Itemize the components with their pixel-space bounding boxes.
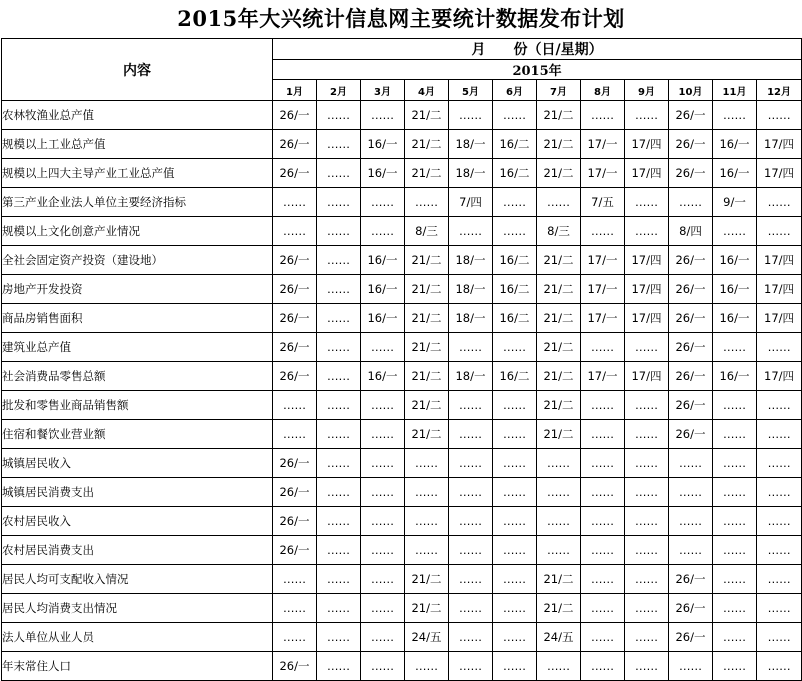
release-date-cell: ……: [713, 333, 757, 362]
release-date-cell: ……: [625, 391, 669, 420]
release-date-cell: ……: [625, 333, 669, 362]
release-date-cell: ……: [757, 188, 802, 217]
release-date-cell: ……: [713, 652, 757, 681]
month-header-12: 12月: [757, 80, 802, 101]
release-date-cell: ……: [449, 565, 493, 594]
release-date-cell: ……: [537, 188, 581, 217]
release-date-cell: 17/四: [757, 362, 802, 391]
release-date-cell: 16/一: [361, 275, 405, 304]
release-date-cell: ……: [317, 246, 361, 275]
release-date-cell: ……: [317, 536, 361, 565]
release-date-cell: ……: [493, 391, 537, 420]
release-date-cell: ……: [713, 217, 757, 246]
release-date-cell: 21/二: [537, 159, 581, 188]
release-date-cell: ……: [713, 101, 757, 130]
release-date-cell: 26/一: [669, 275, 713, 304]
release-date-cell: 16/一: [713, 159, 757, 188]
release-date-cell: 16/一: [361, 304, 405, 333]
release-date-cell: ……: [273, 217, 317, 246]
release-date-cell: ……: [757, 594, 802, 623]
table-row: [2, 536, 802, 565]
release-date-cell: 26/一: [273, 449, 317, 478]
release-date-cell: 17/一: [581, 130, 625, 159]
release-date-cell: 21/二: [405, 391, 449, 420]
release-date-cell: ……: [493, 478, 537, 507]
release-date-cell: 8/四: [669, 217, 713, 246]
release-date-cell: 26/一: [669, 246, 713, 275]
release-date-cell: 16/二: [493, 304, 537, 333]
release-date-cell: 21/二: [537, 130, 581, 159]
release-date-cell: ……: [361, 594, 405, 623]
release-date-cell: 26/一: [273, 130, 317, 159]
row-label: 居民人均消费支出情况: [2, 594, 273, 623]
release-date-cell: ……: [361, 391, 405, 420]
row-label: 住宿和餐饮业营业额: [2, 420, 273, 449]
release-date-cell: 17/四: [625, 275, 669, 304]
release-date-cell: ……: [537, 449, 581, 478]
release-date-cell: ……: [405, 478, 449, 507]
release-date-cell: ……: [361, 420, 405, 449]
release-date-cell: 26/一: [273, 507, 317, 536]
release-date-cell: 17/一: [581, 246, 625, 275]
release-date-cell: 26/一: [273, 275, 317, 304]
release-date-cell: ……: [493, 188, 537, 217]
release-date-cell: 18/一: [449, 362, 493, 391]
row-label: 农林牧渔业总产值: [2, 101, 273, 130]
release-date-cell: ……: [625, 478, 669, 507]
release-date-cell: ……: [757, 333, 802, 362]
release-date-cell: 9/一: [713, 188, 757, 217]
release-date-cell: ……: [317, 130, 361, 159]
release-date-cell: ……: [625, 623, 669, 652]
table-row: [2, 333, 802, 362]
release-date-cell: ……: [757, 391, 802, 420]
month-header-4: 4月: [405, 80, 449, 101]
release-date-cell: ……: [581, 449, 625, 478]
release-date-cell: 18/一: [449, 246, 493, 275]
release-date-cell: ……: [361, 507, 405, 536]
release-date-cell: 21/二: [405, 420, 449, 449]
release-date-cell: ……: [669, 478, 713, 507]
release-date-cell: ……: [449, 478, 493, 507]
month-header-1: 1月: [273, 80, 317, 101]
release-date-cell: ……: [713, 507, 757, 536]
release-date-cell: 18/一: [449, 275, 493, 304]
release-date-cell: 21/二: [537, 246, 581, 275]
release-date-cell: ……: [757, 101, 802, 130]
release-date-cell: ……: [361, 449, 405, 478]
release-date-cell: 21/二: [537, 362, 581, 391]
release-date-cell: 26/一: [669, 304, 713, 333]
release-date-cell: ……: [493, 420, 537, 449]
release-date-cell: ……: [669, 652, 713, 681]
row-label: 规模以上工业总产值: [2, 130, 273, 159]
release-date-cell: 16/一: [361, 159, 405, 188]
release-date-cell: ……: [449, 391, 493, 420]
release-date-cell: ……: [537, 652, 581, 681]
release-date-cell: ……: [361, 652, 405, 681]
release-date-cell: ……: [713, 594, 757, 623]
release-date-cell: ……: [317, 652, 361, 681]
release-date-cell: 16/一: [713, 275, 757, 304]
month-header-2: 2月: [317, 80, 361, 101]
release-date-cell: ……: [449, 652, 493, 681]
release-date-cell: 21/二: [537, 420, 581, 449]
release-date-cell: ……: [537, 536, 581, 565]
table-row: [2, 130, 802, 159]
year-header: 2015年: [273, 60, 802, 80]
release-date-cell: 16/二: [493, 275, 537, 304]
release-date-cell: ……: [757, 217, 802, 246]
release-date-cell: ……: [581, 623, 625, 652]
month-header-8: 8月: [581, 80, 625, 101]
release-date-cell: 16/一: [361, 130, 405, 159]
table-row: [2, 478, 802, 507]
release-date-cell: ……: [317, 594, 361, 623]
release-date-cell: ……: [757, 420, 802, 449]
row-label: 规模以上四大主导产业工业总产值: [2, 159, 273, 188]
release-date-cell: ……: [493, 594, 537, 623]
release-date-cell: 21/二: [537, 391, 581, 420]
release-date-cell: 21/二: [405, 333, 449, 362]
row-label: 农村居民消费支出: [2, 536, 273, 565]
release-date-cell: 16/一: [361, 246, 405, 275]
release-date-cell: ……: [757, 652, 802, 681]
release-date-cell: ……: [317, 275, 361, 304]
release-date-cell: ……: [757, 536, 802, 565]
release-date-cell: 26/一: [669, 159, 713, 188]
release-date-cell: 21/二: [537, 333, 581, 362]
page-title: 2015年大兴统计信息网主要统计数据发布计划: [177, 6, 625, 31]
row-label: 房地产开发投资: [2, 275, 273, 304]
release-date-cell: ……: [405, 507, 449, 536]
release-date-cell: ……: [537, 478, 581, 507]
release-date-cell: 26/一: [273, 333, 317, 362]
release-date-cell: ……: [757, 565, 802, 594]
release-date-cell: ……: [581, 101, 625, 130]
release-date-cell: 26/一: [273, 304, 317, 333]
release-date-cell: 16/一: [713, 362, 757, 391]
release-date-cell: 26/一: [273, 246, 317, 275]
release-date-cell: 26/一: [669, 420, 713, 449]
release-date-cell: ……: [493, 101, 537, 130]
release-date-cell: 8/三: [537, 217, 581, 246]
release-date-cell: ……: [317, 159, 361, 188]
table-row: [2, 246, 802, 275]
release-date-cell: ……: [493, 217, 537, 246]
table-row: [2, 420, 802, 449]
release-date-cell: ……: [317, 507, 361, 536]
release-date-cell: ……: [625, 594, 669, 623]
release-date-cell: 26/一: [273, 159, 317, 188]
release-date-cell: 16/二: [493, 246, 537, 275]
release-date-cell: ……: [449, 333, 493, 362]
release-date-cell: 26/一: [669, 130, 713, 159]
release-date-cell: 21/二: [405, 159, 449, 188]
release-date-cell: 26/一: [669, 101, 713, 130]
table-row: [2, 188, 802, 217]
table-row: [2, 449, 802, 478]
month-header-11: 11月: [713, 80, 757, 101]
release-date-cell: 18/一: [449, 159, 493, 188]
table-row: [2, 594, 802, 623]
release-date-cell: ……: [449, 623, 493, 652]
month-header-5: 5月: [449, 80, 493, 101]
release-date-cell: ……: [449, 594, 493, 623]
release-date-cell: ……: [405, 188, 449, 217]
release-date-cell: 17/四: [757, 246, 802, 275]
release-date-cell: 17/四: [757, 130, 802, 159]
row-label: 社会消费品零售总额: [2, 362, 273, 391]
release-date-cell: ……: [757, 478, 802, 507]
release-date-cell: ……: [273, 420, 317, 449]
release-date-cell: 21/二: [405, 275, 449, 304]
release-date-cell: ……: [713, 565, 757, 594]
release-date-cell: ……: [361, 217, 405, 246]
release-date-cell: 21/二: [405, 101, 449, 130]
release-date-cell: 26/一: [669, 623, 713, 652]
release-date-cell: ……: [361, 623, 405, 652]
release-date-cell: 18/一: [449, 130, 493, 159]
release-date-cell: ……: [317, 333, 361, 362]
row-label: 年末常住人口: [2, 652, 273, 681]
release-date-cell: 16/一: [713, 246, 757, 275]
release-date-cell: ……: [449, 449, 493, 478]
month-header-9: 9月: [625, 80, 669, 101]
release-date-cell: 17/四: [625, 159, 669, 188]
release-date-cell: ……: [317, 217, 361, 246]
release-date-cell: ……: [669, 449, 713, 478]
release-date-cell: ……: [493, 652, 537, 681]
release-date-cell: ……: [625, 188, 669, 217]
release-date-cell: 16/一: [361, 362, 405, 391]
release-date-cell: 24/五: [537, 623, 581, 652]
release-date-cell: 26/一: [273, 652, 317, 681]
release-date-cell: 21/二: [537, 101, 581, 130]
release-date-cell: ……: [713, 478, 757, 507]
release-date-cell: ……: [757, 623, 802, 652]
release-date-cell: ……: [625, 449, 669, 478]
row-label: 第三产业企业法人单位主要经济指标: [2, 188, 273, 217]
release-date-cell: 17/四: [625, 130, 669, 159]
release-date-cell: ……: [713, 420, 757, 449]
table-row: [2, 101, 802, 130]
release-date-cell: ……: [449, 217, 493, 246]
release-date-cell: ……: [317, 420, 361, 449]
release-date-cell: ……: [757, 507, 802, 536]
row-label: 建筑业总产值: [2, 333, 273, 362]
release-date-cell: 7/四: [449, 188, 493, 217]
release-date-cell: ……: [449, 536, 493, 565]
release-date-cell: ……: [405, 652, 449, 681]
row-label: 居民人均可支配收入情况: [2, 565, 273, 594]
release-date-cell: 26/一: [273, 101, 317, 130]
release-date-cell: ……: [493, 507, 537, 536]
release-date-cell: 26/一: [273, 536, 317, 565]
release-date-cell: ……: [581, 565, 625, 594]
release-date-cell: 17/四: [757, 159, 802, 188]
release-date-cell: 24/五: [405, 623, 449, 652]
schedule-body: [2, 101, 802, 681]
table-row: [2, 623, 802, 652]
release-date-cell: ……: [713, 623, 757, 652]
release-date-cell: ……: [493, 449, 537, 478]
release-date-cell: 21/二: [405, 565, 449, 594]
release-date-cell: ……: [625, 652, 669, 681]
release-date-cell: 21/二: [537, 275, 581, 304]
release-date-cell: 17/一: [581, 159, 625, 188]
release-date-cell: ……: [537, 507, 581, 536]
release-date-cell: ……: [625, 507, 669, 536]
release-date-cell: ……: [625, 420, 669, 449]
release-date-cell: 21/二: [537, 304, 581, 333]
month-header-10: 10月: [669, 80, 713, 101]
release-schedule-table: [1, 38, 802, 681]
release-date-cell: 8/三: [405, 217, 449, 246]
release-date-cell: ……: [317, 188, 361, 217]
release-date-cell: 17/一: [581, 275, 625, 304]
release-date-cell: 21/二: [405, 246, 449, 275]
row-label: 商品房销售面积: [2, 304, 273, 333]
row-label: 全社会固定资产投资（建设地）: [2, 246, 273, 275]
release-date-cell: ……: [273, 594, 317, 623]
release-date-cell: ……: [669, 507, 713, 536]
release-date-cell: 17/四: [625, 304, 669, 333]
month-header-3: 3月: [361, 80, 405, 101]
table-row: [2, 159, 802, 188]
month-header-7: 7月: [537, 80, 581, 101]
release-date-cell: ……: [317, 304, 361, 333]
release-date-cell: ……: [669, 536, 713, 565]
release-date-cell: ……: [581, 478, 625, 507]
release-date-cell: ……: [361, 565, 405, 594]
row-label: 批发和零售业商品销售额: [2, 391, 273, 420]
release-date-cell: ……: [581, 420, 625, 449]
month-group-header: 月 份（日/星期）: [273, 39, 802, 60]
release-date-cell: 26/一: [669, 333, 713, 362]
table-row: [2, 565, 802, 594]
release-date-cell: ……: [581, 333, 625, 362]
release-date-cell: ……: [713, 449, 757, 478]
release-date-cell: ……: [625, 565, 669, 594]
table-row: [2, 275, 802, 304]
release-date-cell: 21/二: [405, 594, 449, 623]
release-date-cell: ……: [317, 478, 361, 507]
release-date-cell: 16/二: [493, 159, 537, 188]
release-date-cell: ……: [405, 536, 449, 565]
release-date-cell: ……: [625, 536, 669, 565]
release-date-cell: 26/一: [669, 565, 713, 594]
release-date-cell: ……: [317, 362, 361, 391]
release-date-cell: 26/一: [273, 362, 317, 391]
release-date-cell: ……: [581, 507, 625, 536]
release-date-cell: 17/一: [581, 304, 625, 333]
release-date-cell: 21/二: [537, 565, 581, 594]
release-date-cell: ……: [581, 594, 625, 623]
release-date-cell: 21/二: [405, 362, 449, 391]
release-date-cell: 21/二: [405, 130, 449, 159]
release-date-cell: ……: [317, 623, 361, 652]
release-date-cell: 26/一: [669, 362, 713, 391]
table-row: [2, 362, 802, 391]
row-label: 城镇居民收入: [2, 449, 273, 478]
table-row: [2, 652, 802, 681]
release-date-cell: ……: [581, 536, 625, 565]
release-date-cell: ……: [669, 188, 713, 217]
release-date-cell: ……: [493, 333, 537, 362]
table-row: [2, 507, 802, 536]
release-date-cell: ……: [625, 101, 669, 130]
release-date-cell: 7/五: [581, 188, 625, 217]
release-date-cell: ……: [273, 565, 317, 594]
release-date-cell: 16/二: [493, 362, 537, 391]
release-date-cell: 26/一: [273, 478, 317, 507]
release-date-cell: ……: [317, 391, 361, 420]
release-date-cell: ……: [317, 565, 361, 594]
month-header-6: 6月: [493, 80, 537, 101]
release-date-cell: ……: [273, 188, 317, 217]
release-date-cell: ……: [449, 507, 493, 536]
release-date-cell: ……: [317, 101, 361, 130]
release-date-cell: ……: [449, 420, 493, 449]
table-row: [2, 304, 802, 333]
table-row: [2, 217, 802, 246]
row-label: 农村居民收入: [2, 507, 273, 536]
release-date-cell: ……: [713, 536, 757, 565]
release-date-cell: ……: [273, 391, 317, 420]
release-date-cell: ……: [361, 101, 405, 130]
row-label: 法人单位从业人员: [2, 623, 273, 652]
release-date-cell: 17/四: [625, 246, 669, 275]
release-date-cell: 16/一: [713, 130, 757, 159]
release-date-cell: 17/一: [581, 362, 625, 391]
release-date-cell: ……: [581, 652, 625, 681]
release-date-cell: 21/二: [405, 304, 449, 333]
release-date-cell: ……: [361, 333, 405, 362]
release-date-cell: ……: [273, 623, 317, 652]
release-date-cell: 21/二: [537, 594, 581, 623]
release-date-cell: 17/四: [757, 275, 802, 304]
release-date-cell: 26/一: [669, 594, 713, 623]
release-date-cell: 26/一: [669, 391, 713, 420]
table-row: [2, 391, 802, 420]
release-date-cell: ……: [361, 478, 405, 507]
row-label: 规模以上文化创意产业情况: [2, 217, 273, 246]
release-date-cell: ……: [405, 449, 449, 478]
release-date-cell: ……: [625, 217, 669, 246]
release-date-cell: ……: [493, 623, 537, 652]
release-date-cell: ……: [317, 449, 361, 478]
release-date-cell: ……: [493, 565, 537, 594]
release-date-cell: ……: [581, 217, 625, 246]
release-date-cell: ……: [361, 188, 405, 217]
release-date-cell: 18/一: [449, 304, 493, 333]
release-date-cell: 16/一: [713, 304, 757, 333]
release-date-cell: ……: [713, 391, 757, 420]
release-date-cell: 17/四: [757, 304, 802, 333]
content-column-header: 内容: [2, 39, 273, 101]
release-date-cell: ……: [757, 449, 802, 478]
release-date-cell: 16/二: [493, 130, 537, 159]
release-date-cell: ……: [361, 536, 405, 565]
release-date-cell: ……: [581, 391, 625, 420]
row-label: 城镇居民消费支出: [2, 478, 273, 507]
release-date-cell: ……: [449, 101, 493, 130]
release-date-cell: ……: [493, 536, 537, 565]
release-date-cell: 17/四: [625, 362, 669, 391]
